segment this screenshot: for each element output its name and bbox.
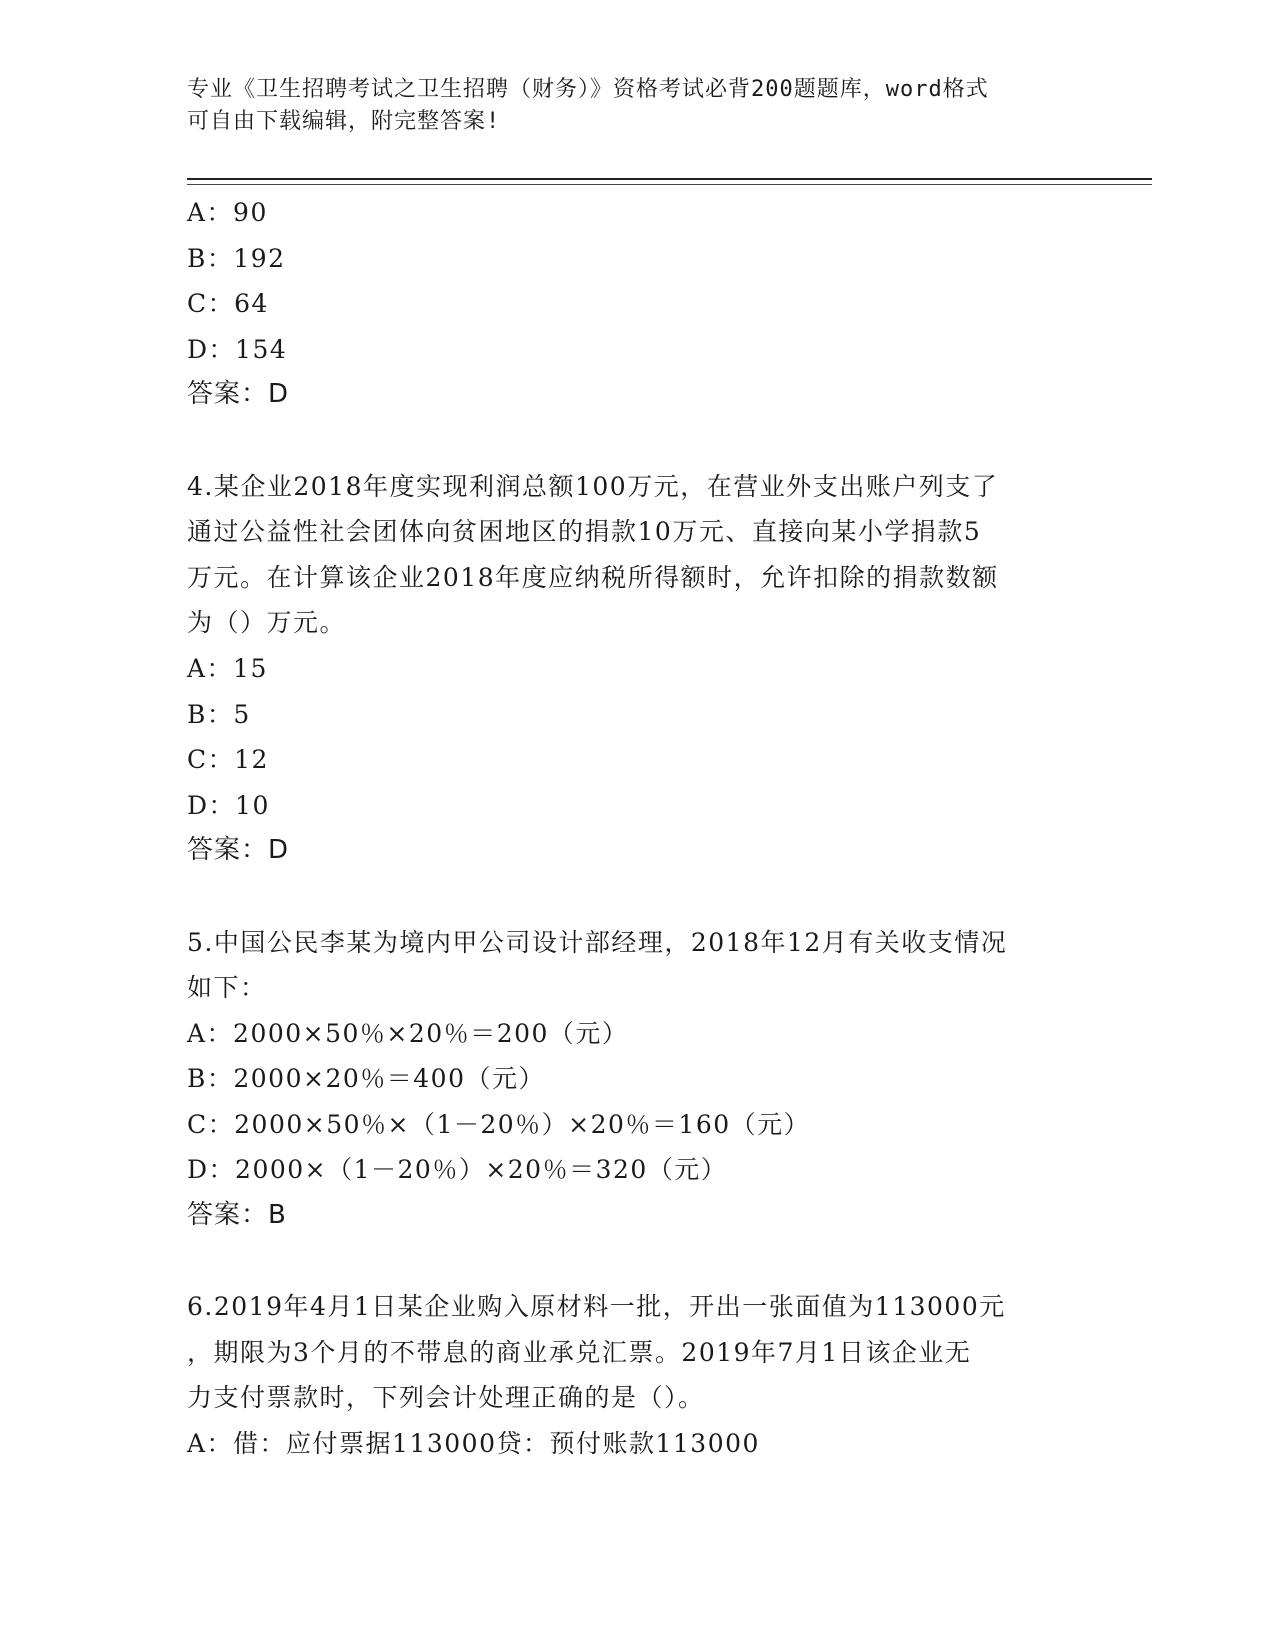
- option-a: A：2000×50％×20％＝200（元）: [187, 1018, 629, 1048]
- document-header: [187, 74, 1067, 138]
- header-divider-thick: [187, 178, 1152, 180]
- spacer: [187, 874, 1087, 920]
- question-3-options: [187, 190, 1087, 418]
- option-d: D：154: [187, 334, 288, 364]
- question-text-line: 通过公益性社会团体向贫困地区的捐款10万元、直接向某小学捐款5: [187, 517, 982, 547]
- question-6: [187, 1284, 1087, 1466]
- question-text-line: 6.2019年4月1日某企业购入原材料一批，开出一张面值为113000元: [187, 1292, 1006, 1322]
- option-a: A：借：应付票据113000贷：预付账款113000: [187, 1429, 760, 1459]
- option-c: C：2000×50％×（1－20％）×20％＝160（元）: [187, 1109, 811, 1139]
- spacer: [187, 1239, 1087, 1285]
- option-d: D：10: [187, 790, 270, 820]
- answer: 答案：D: [187, 835, 290, 866]
- document-body: [187, 190, 1087, 1467]
- option-d: D：2000×（1－20％）×20％＝320（元）: [187, 1155, 728, 1185]
- header-line-1: 专业《卫生招聘考试之卫生招聘（财务）》资格考试必背200题题库，word格式: [187, 77, 989, 102]
- question-text-line: 如下：: [187, 973, 267, 1003]
- header-line-2: 可自由下载编辑，附完整答案!: [187, 109, 501, 134]
- question-text-line: 力支付票款时，下列会计处理正确的是（）。: [187, 1383, 705, 1413]
- header-divider-thin: [187, 184, 1152, 185]
- question-text-line: 5.中国公民李某为境内甲公司设计部经理，2018年12月有关收支情况: [187, 927, 1008, 957]
- question-text-line: 为（）万元。: [187, 608, 347, 638]
- answer: 答案：D: [187, 379, 290, 410]
- option-b: B：192: [187, 243, 286, 273]
- question-text-line: 万元。在计算该企业2018年度应纳税所得额时，允许扣除的捐款数额: [187, 562, 999, 592]
- option-b: B：2000×20％＝400（元）: [187, 1064, 545, 1094]
- question-5: [187, 920, 1087, 1239]
- answer: 答案：B: [187, 1200, 287, 1231]
- question-4: [187, 464, 1087, 874]
- option-b: B：5: [187, 699, 251, 729]
- option-c: C：64: [187, 289, 269, 319]
- question-text-line: 4.某企业2018年度实现利润总额100万元，在营业外支出账户列支了: [187, 471, 999, 501]
- option-a: A：15: [187, 653, 268, 683]
- option-c: C：12: [187, 745, 269, 775]
- spacer: [187, 418, 1087, 464]
- question-text-line: ，期限为3个月的不带息的商业承兑汇票。2019年7月1日该企业无: [187, 1337, 972, 1367]
- option-a: A：90: [187, 198, 268, 227]
